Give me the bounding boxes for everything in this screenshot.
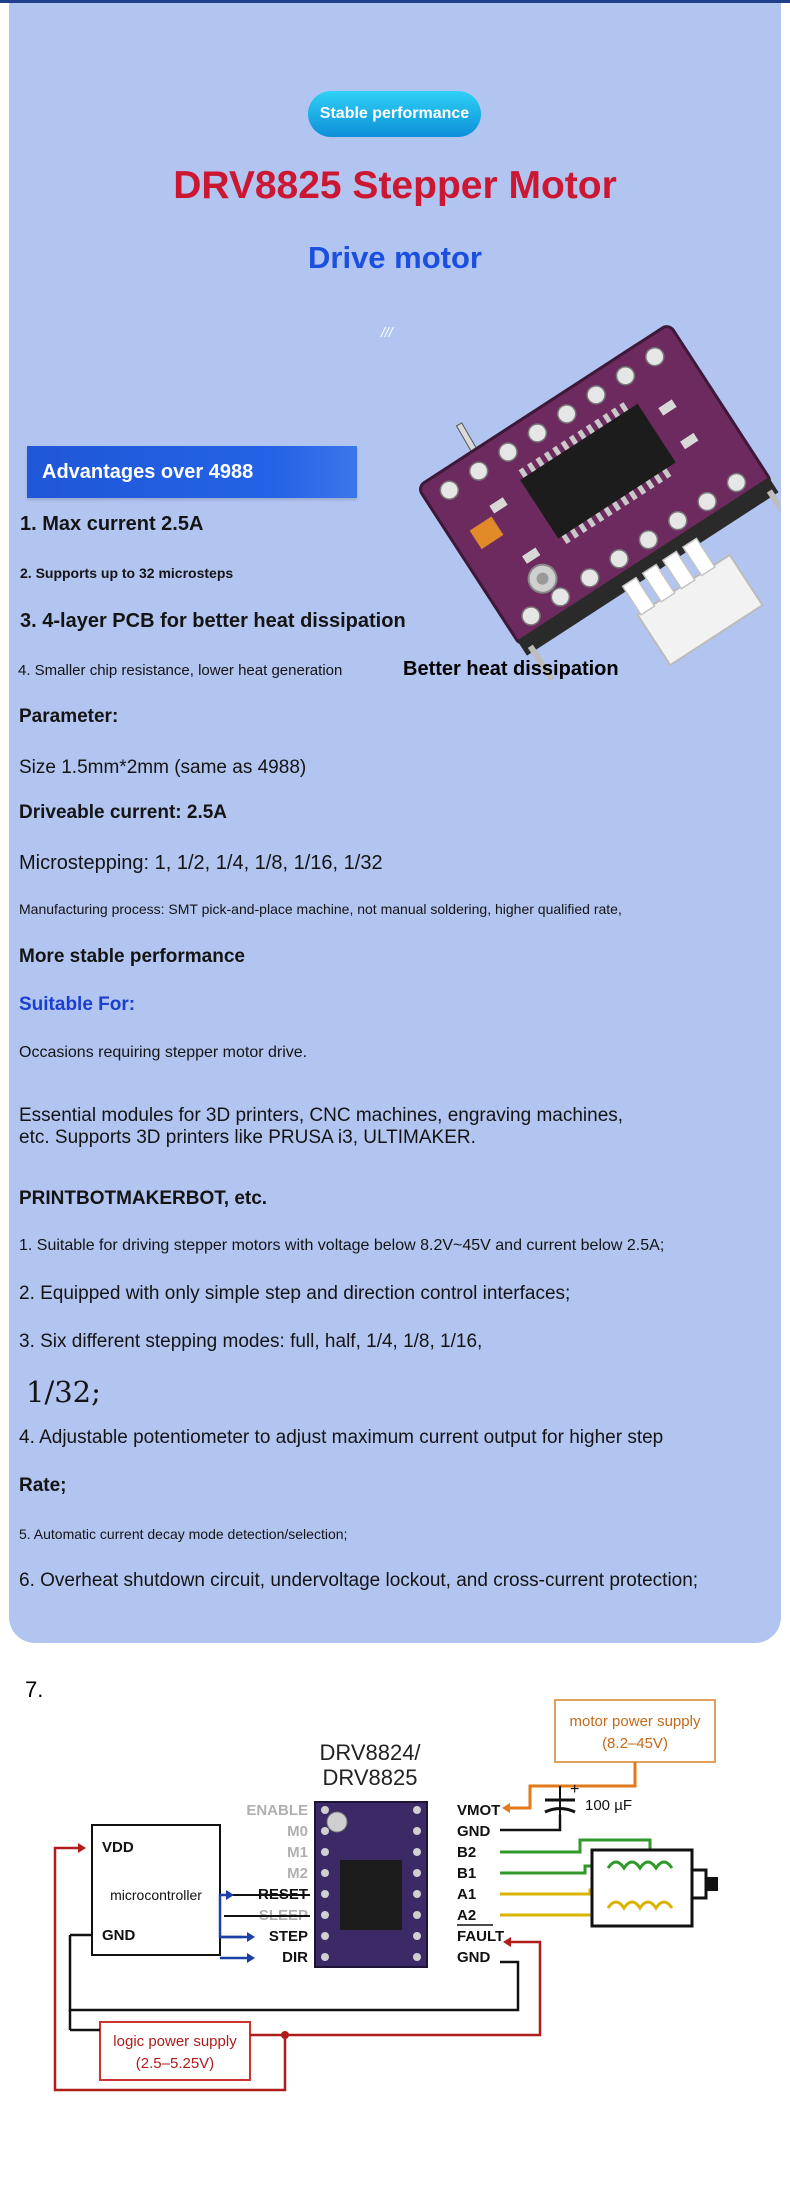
parameter-size: Size 1.5mm*2mm (same as 4988) <box>19 757 307 778</box>
heatsink-caption: Better heat dissipation <box>403 658 619 680</box>
parameter-microstepping: Microstepping: 1, 1/2, 1/4, 1/8, 1/16, 1/32 <box>19 852 383 874</box>
pin-label-reset: RESET <box>257 1886 308 1903</box>
mcu-vdd-label: VDD <box>102 1839 134 1856</box>
feature-item: 3. Six different stepping modes: full, half, 1/4, 1/8, 1/16, <box>19 1331 483 1352</box>
mcu-gnd-label: GND <box>102 1927 136 1944</box>
feature-item: 4. Adjustable potentiometer to adjust maximum current output for higher step <box>19 1427 664 1448</box>
suitable-essential-line1: Essential modules for 3D printers, CNC machines, engraving machines, <box>19 1105 624 1126</box>
pin-label-m0: M0 <box>287 1823 308 1840</box>
drv8825-board-image <box>400 320 780 690</box>
chip-title-line2: DRV8825 <box>322 1765 418 1790</box>
suitable-heading: Suitable For: <box>19 994 136 1015</box>
pin-label-b2: B2 <box>457 1844 477 1861</box>
parameter-current: Driveable current: 2.5A <box>19 802 228 823</box>
parameter-heading: Parameter: <box>19 706 119 727</box>
feature-item: 1. Suitable for driving stepper motors with voltage below 8.2V~45V and current below 2.5A; <box>19 1237 665 1254</box>
motor-supply-range: (8.2–45V) <box>602 1735 668 1752</box>
feature-item: 2. Equipped with only simple step and direction control interfaces; <box>19 1283 571 1304</box>
parameter-process: Manufacturing process: SMT pick-and-place machine, not manual soldering, higher qualified rate, <box>19 901 622 917</box>
pin-label-fault: FAULT <box>457 1928 505 1945</box>
pin-label-enable: ENABLE <box>246 1802 308 1819</box>
chip-title-line1: DRV8824/ <box>319 1740 421 1765</box>
stepper-motor <box>592 1850 718 1926</box>
pin-label-b1: B1 <box>457 1865 477 1882</box>
pin-label-a2: A2 <box>457 1907 477 1924</box>
capacitor-label: 100 µF <box>585 1797 632 1814</box>
wiring-diagram <box>40 1690 740 2110</box>
pin-label-m2: M2 <box>287 1865 308 1882</box>
feature-item-continued: Rate; <box>19 1475 67 1496</box>
pin-label-step: STEP <box>268 1928 308 1945</box>
decorative-mark: /// <box>381 324 393 340</box>
suitable-essential-line2: etc. Supports 3D printers like PRUSA i3, ULTIMAKER. <box>19 1127 476 1148</box>
pin-label-gnd-logic: GND <box>457 1949 491 1966</box>
feature-item: 6. Overheat shutdown circuit, undervoltage lockout, and cross-current protection; <box>19 1570 699 1591</box>
product-subtitle: Drive motor <box>308 240 482 275</box>
pin-label-sleep: SLEEP <box>258 1907 308 1924</box>
suitable-occasions: Occasions requiring stepper motor drive. <box>19 1044 308 1061</box>
logic-supply-label: logic power supply <box>113 2033 237 2050</box>
capacitor-plus: + <box>570 1781 580 1798</box>
parameter-stable: More stable performance <box>19 946 245 967</box>
pin-label-vmot: VMOT <box>457 1802 501 1819</box>
advantage-item: 1. Max current 2.5A <box>20 513 204 535</box>
suitable-brands: PRINTBOTMAKERBOT, etc. <box>19 1188 268 1209</box>
pin-label-gnd-motor: GND <box>457 1823 491 1840</box>
motor-supply-label: motor power supply <box>569 1713 701 1730</box>
mcu-label: microcontroller <box>110 1887 202 1903</box>
feature-item: 5. Automatic current decay mode detection/selection; <box>19 1526 348 1542</box>
feature-item-continued: 1/32; <box>26 1375 101 1409</box>
pin-label-m1: M1 <box>287 1844 308 1861</box>
advantages-heading: Advantages over 4988 <box>27 446 357 498</box>
advantage-item: 4. Smaller chip resistance, lower heat generation <box>18 662 343 679</box>
product-title: DRV8825 Stepper Motor <box>173 164 617 207</box>
advantage-item: 2. Supports up to 32 microsteps <box>20 565 234 581</box>
pin-label-dir: DIR <box>282 1949 308 1966</box>
stable-performance-badge: Stable performance <box>308 91 481 137</box>
pin-label-a1: A1 <box>457 1886 477 1903</box>
advantage-item: 3. 4-layer PCB for better heat dissipation <box>20 610 406 632</box>
logic-supply-range: (2.5–5.25V) <box>135 2055 215 2072</box>
motor-power-supply-box <box>555 1700 715 1762</box>
feature-item: 7. <box>25 1677 44 1702</box>
